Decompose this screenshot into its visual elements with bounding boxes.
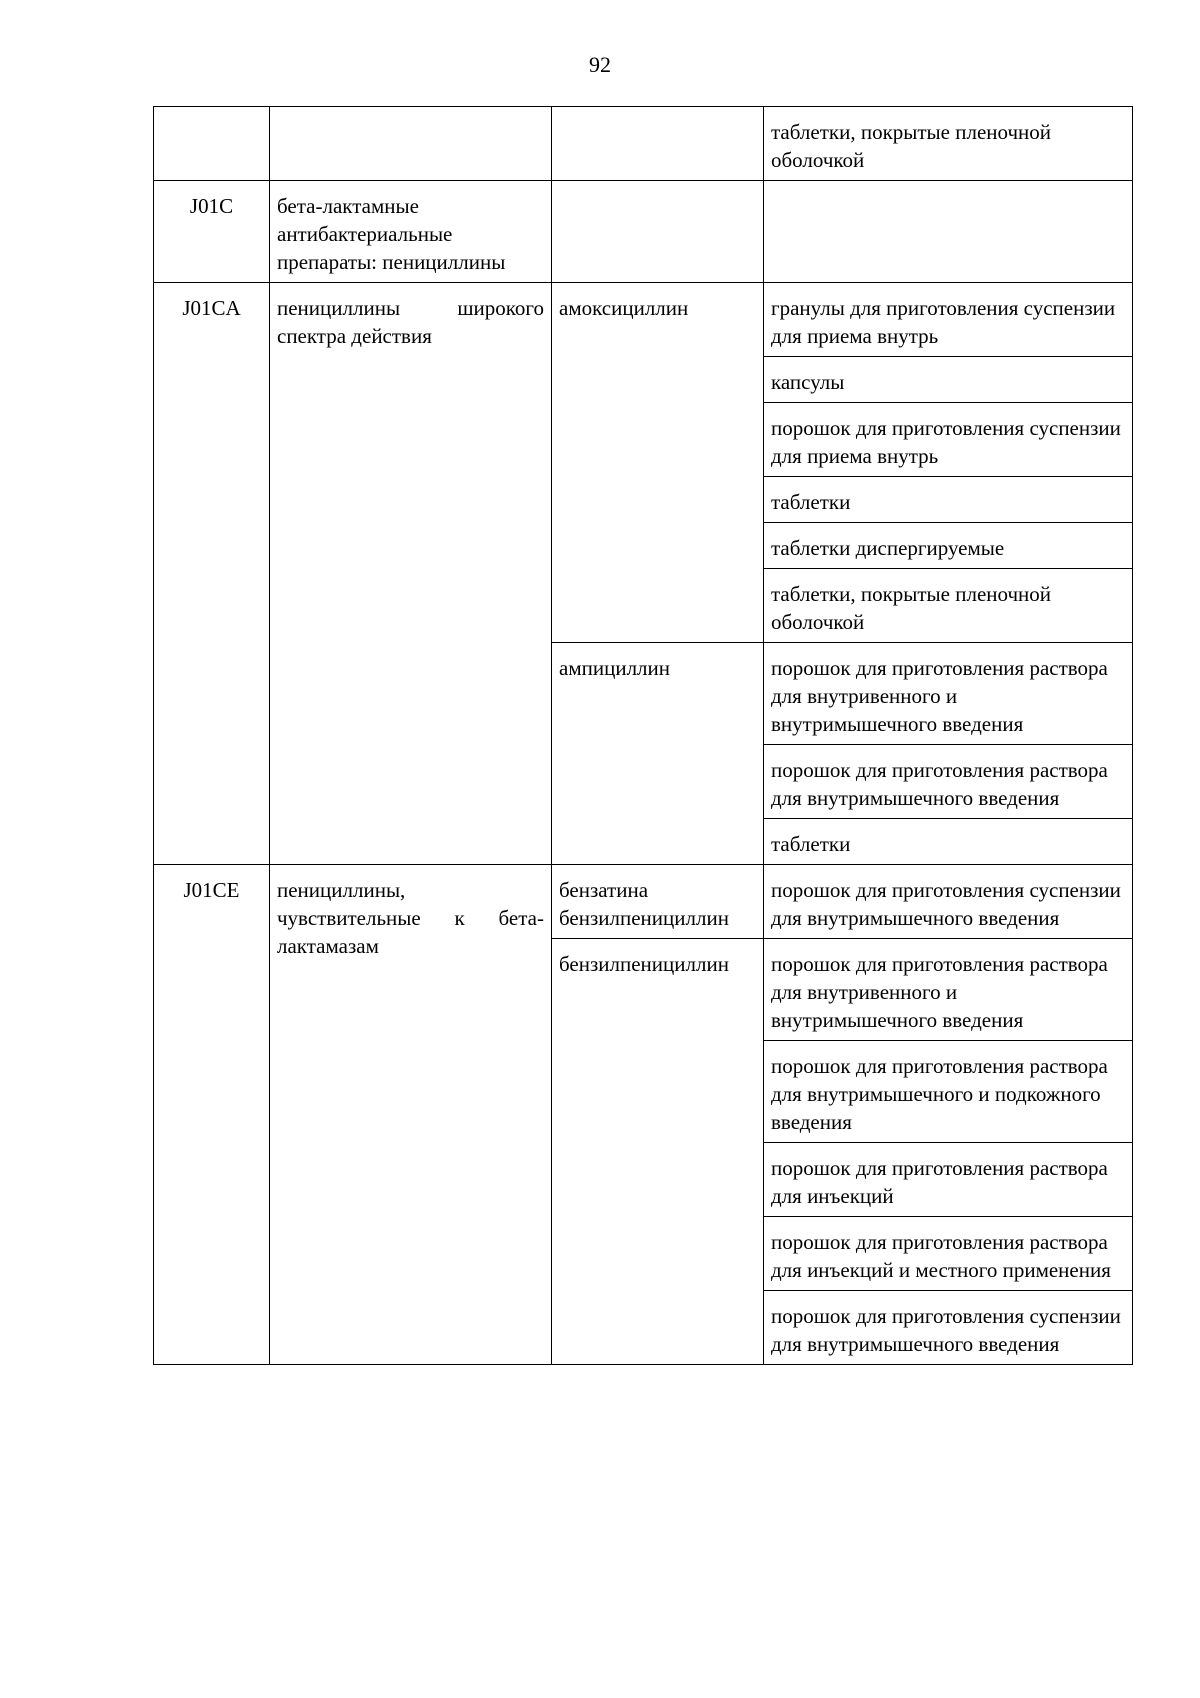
drug-cell: бензилпенициллин <box>552 939 764 1365</box>
drug-cell <box>552 181 764 283</box>
dosage-form-cell: порошок для приготовления раствора для внутривенного и внутримышечного введения <box>764 939 1133 1041</box>
page-number: 92 <box>589 52 611 77</box>
dosage-form-cell: порошок для приготовления раствора для внутривенного и внутримышечного введения <box>764 643 1133 745</box>
dosage-form-cell: порошок для приготовления раствора для инъекций и местного применения <box>764 1217 1133 1291</box>
dosage-form-cell: таблетки, покрытые пленочной оболочкой <box>764 107 1133 181</box>
group-cell: бета-лактамные антибактериальные препараты: пенициллины <box>270 181 552 283</box>
atc-code-cell: J01C <box>154 181 270 283</box>
dosage-form-cell <box>764 181 1133 283</box>
dosage-form-cell: порошок для приготовления суспензии для внутримышечного введения <box>764 865 1133 939</box>
table-row <box>154 283 1133 357</box>
table-row <box>154 107 1133 181</box>
dosage-form-cell: порошок для приготовления суспензии для внутримышечного введения <box>764 1291 1133 1365</box>
atc-code-cell: J01CA <box>154 283 270 865</box>
dosage-form-cell: таблетки, покрытые пленочной оболочкой <box>764 569 1133 643</box>
group-cell: пенициллины широкого спектра действия <box>270 283 552 865</box>
dosage-form-cell: таблетки <box>764 819 1133 865</box>
dosage-form-cell: капсулы <box>764 357 1133 403</box>
dosage-form-cell: порошок для приготовления раствора для внутримышечного введения <box>764 745 1133 819</box>
dosage-form-cell: таблетки <box>764 477 1133 523</box>
dosage-form-cell: гранулы для приготовления суспензии для приема внутрь <box>764 283 1133 357</box>
dosage-form-cell: порошок для приготовления суспензии для приема внутрь <box>764 403 1133 477</box>
group-cell <box>270 107 552 181</box>
drug-table <box>153 106 1133 1365</box>
atc-code-cell <box>154 107 270 181</box>
table-row <box>154 865 1133 939</box>
drug-cell: бензатина бензилпенициллин <box>552 865 764 939</box>
group-cell: пенициллины, чувствительные к бета-лактамазам <box>270 865 552 1365</box>
atc-code-cell: J01CE <box>154 865 270 1365</box>
drug-cell: ампициллин <box>552 643 764 865</box>
dosage-form-cell: порошок для приготовления раствора для внутримышечного и подкожного введения <box>764 1041 1133 1143</box>
dosage-form-cell: таблетки диспергируемые <box>764 523 1133 569</box>
table-row <box>154 181 1133 283</box>
drug-cell: амоксициллин <box>552 283 764 643</box>
drug-cell <box>552 107 764 181</box>
dosage-form-cell: порошок для приготовления раствора для инъекций <box>764 1143 1133 1217</box>
